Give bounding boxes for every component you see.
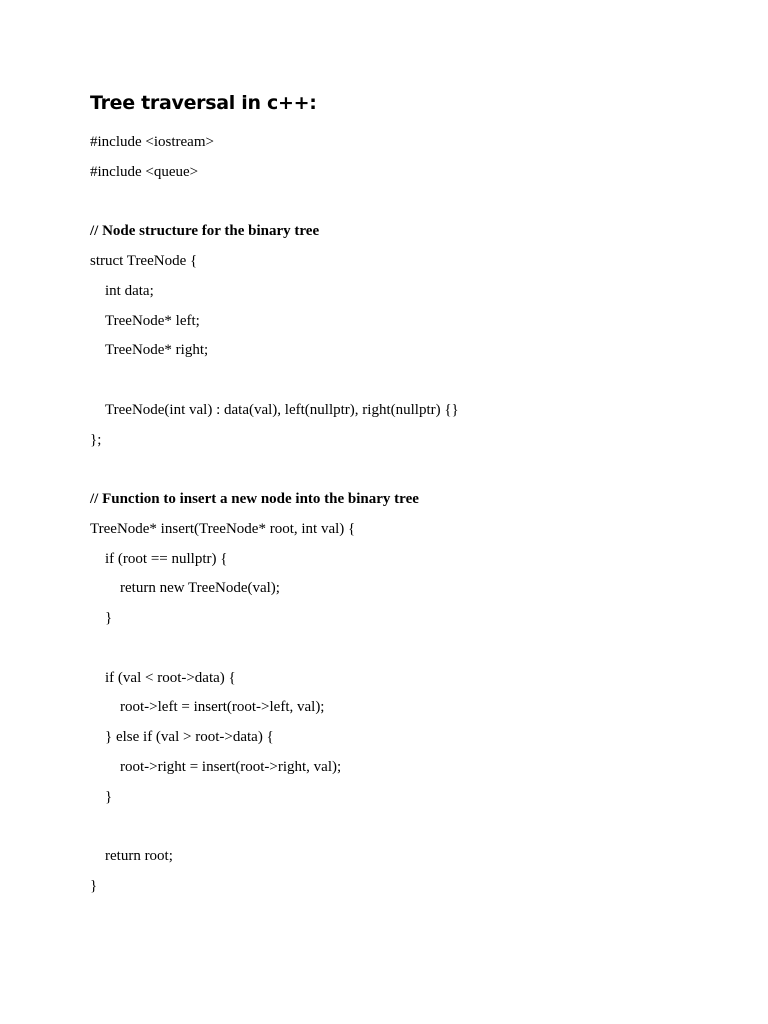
code-line-member-data: int data; <box>105 282 154 299</box>
code-line-struct-decl: struct TreeNode { <box>90 253 198 269</box>
code-comment-node-structure: // Node structure for the binary tree <box>90 223 320 240</box>
code-line-member-right: TreeNode* right; <box>105 342 209 359</box>
code-line-if-less: if (val < root->data) { <box>105 669 236 686</box>
document-title: Tree traversal in c++: <box>90 92 317 114</box>
code-line-return-root: return root; <box>105 848 173 864</box>
code-line-else-if-greater: } else if (val > root->data) { <box>105 729 274 745</box>
code-line-close-brace: } <box>105 610 113 626</box>
code-line-include-queue: #include <queue> <box>90 163 199 180</box>
code-line-return-new-node: return new TreeNode(val); <box>120 580 280 597</box>
code-comment-insert-function: // Function to insert a new node into the binary tree <box>90 491 419 507</box>
code-line-blank <box>90 366 459 396</box>
code-line-blank <box>90 634 459 664</box>
code-line-assign-right: root->right = insert(root->right, val); <box>120 758 342 775</box>
code-line-blank <box>90 188 459 218</box>
code-line-blank <box>90 455 459 485</box>
code-line-blank <box>90 812 459 842</box>
code-line-close-brace: } <box>105 788 113 805</box>
code-block <box>90 128 459 902</box>
code-line-assign-left: root->left = insert(root->left, val); <box>120 699 325 716</box>
code-line-insert-signature: TreeNode* insert(TreeNode* root, int val) { <box>90 520 356 537</box>
code-line-member-left: TreeNode* left; <box>105 312 200 329</box>
code-line-include-iostream: #include <iostream> <box>90 134 214 150</box>
code-line-function-close: } <box>90 877 98 894</box>
code-line-constructor: TreeNode(int val) : data(val), left(nullptr), right(nullptr) {} <box>105 401 459 418</box>
code-line-if-null: if (root == nullptr) { <box>105 550 228 567</box>
code-line-struct-close: }; <box>90 431 102 448</box>
